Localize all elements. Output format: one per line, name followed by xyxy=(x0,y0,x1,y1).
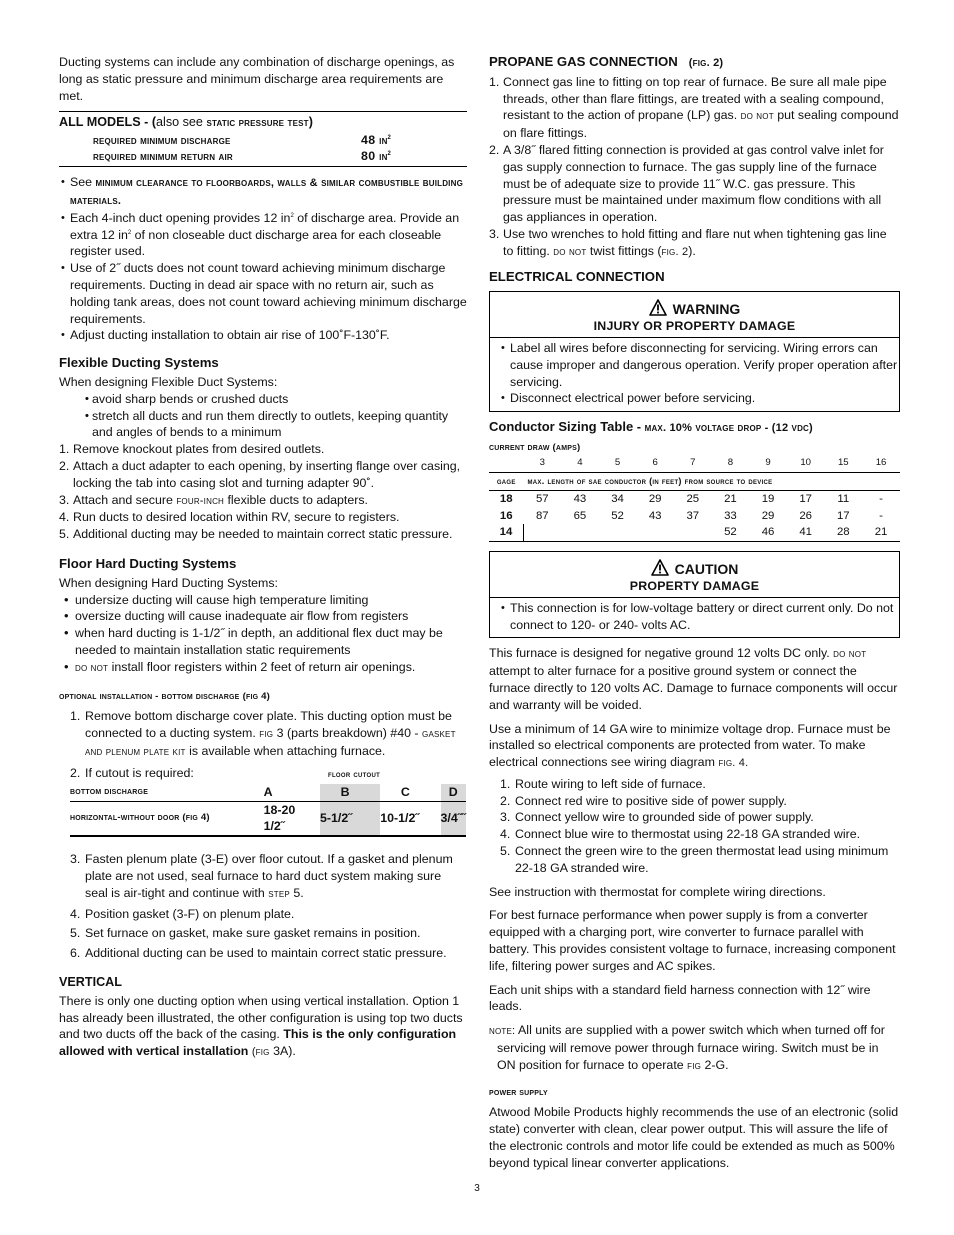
list-item: • Each 4-inch duct opening provides 12 $in^2$ of discharge area. Provide an extra 12 $in^2$ of non closeable duct discharge area for each closeable register used. xyxy=(59,210,467,260)
min-return-value: 80 $in^2$ xyxy=(361,149,392,164)
converter-paragraph: For best furnace performance when power supply is from a converter equipped with a charging port, wire converter to furnace parallel with battery. This provides consistent voltage to furnace, increasing component life, filtering power surges and AC spikes. xyxy=(489,908,896,973)
list-item: • undersize ducting will cause high temperature limiting xyxy=(59,592,467,609)
flexible-intro: When designing Flexible Duct Systems: xyxy=(59,374,278,389)
current-draw-label: current draw (amps) xyxy=(489,441,581,453)
conductor-title: Conductor Sizing Table - max. 10% voltage drop - (12 vdc) xyxy=(489,419,813,435)
list-item: 5. Additional ducting may be needed to maintain correct static pressure. xyxy=(59,527,453,542)
list-item: 3. Fasten plenum plate (3-E) over floor cutout. If a gasket and plenum plate are not used, seal furnace to hard duct system making sure seal is air-tight and continue with step 5. xyxy=(70,852,453,900)
list-item: 4. Position gasket (3-F) on plenum plate. xyxy=(70,906,295,921)
list-item: 5. Set furnace on gasket, make sure gasket remains in position. xyxy=(70,926,421,941)
list-item: 1. Remove bottom discharge cover plate. This ducting option must be connected to a ducting system. fig 3 (parts breakdown) #40 - gasket and plenum plate kit is available when attaching furnace. xyxy=(70,709,456,758)
propane-steps xyxy=(489,74,900,261)
hard-intro: When designing Hard Ducting Systems: xyxy=(59,575,279,590)
list-item: 5. Connect the green wire to the green thermostat lead using minimum 22-18 GA stranded wire. xyxy=(500,844,889,875)
table-row: bottom discharge A B C D xyxy=(70,784,466,802)
electrical-heading: ELECTRICAL CONNECTION xyxy=(489,268,665,284)
warning-title: WARNING xyxy=(672,301,741,318)
ground-paragraph: This furnace is designed for negative ground 12 volts DC only. do not attempt to alter furnace for a positive ground system or connect the furnace directly to 120 volts AC. Damage to furnace components will occur and warranty will be voided. xyxy=(489,646,898,712)
caution-subtitle: PROPERTY DAMAGE xyxy=(629,578,760,593)
table-row: 16 87 65 52 43 37 33 29 26 17 - xyxy=(499,509,883,522)
warning-box xyxy=(489,291,900,412)
list-item: • oversize ducting will cause inadequate air flow from registers xyxy=(59,608,467,625)
list-item: • Disconnect electrical power before servicing. xyxy=(499,390,899,407)
list-item: • • avoid sharp bends or crushed ducts xyxy=(59,391,467,408)
vertical-paragraph: There is only one ducting option when using vertical installation. Option 1 has already been illustrated, the other configuration is using top two ducts and two ducts off the back of the casing. This is the only configuration allowed with vertical installation (fig 3A). xyxy=(59,993,463,1059)
thermostat-paragraph: See instruction with thermostat for complete wiring directions. xyxy=(489,884,826,899)
caution-icon xyxy=(651,559,669,576)
all-models-box xyxy=(59,111,467,167)
list-item: 2. Attach a duct adapter to each opening, by inserting flange over casing, locking the tab into casing slot and turning adapter 90˚. xyxy=(59,458,461,490)
table-row: 14 52 46 41 28 21 xyxy=(489,524,900,541)
left-column xyxy=(59,54,467,1068)
optional-steps-b xyxy=(59,851,467,962)
cutout-text: If cutout is required: xyxy=(85,765,194,780)
propane-heading: PROPANE GAS CONNECTION (fig. 2) xyxy=(489,54,724,69)
table-row: 18 57 43 34 29 25 21 19 17 11 - xyxy=(499,492,883,505)
min-return-row: required minimum return air 80 $in^2$ xyxy=(59,148,467,164)
list-item: 2. A 3/8˝ flared fitting connection is provided at gas control valve inlet for gas supply connection to furnace. The gas supply line of the furnace must be of adequate size to provide 11˝ W.C. gas pressure. This pressure must be maintained under maximum flow conditions with all gas appliances in operation. xyxy=(489,142,884,225)
list-item: 1. Route wiring to left side of furnace. xyxy=(500,776,706,791)
list-item: • Use of 2˝ ducts does not count toward achieving minimum discharge requirements. Ducting in dead air space with no return air, such as holding tank areas, does not count toward achieving minimum discharge requirements. xyxy=(59,260,467,327)
cutout-line: 2. If cutout is required: floor cutout xyxy=(59,765,467,782)
list-item: • when hard ducting is 1-1/2˝ in depth, an additional flex duct may be needed to maintain installation static requirements xyxy=(59,625,467,659)
floor-cutout-label: floor cutout xyxy=(328,768,381,779)
warning-icon xyxy=(649,299,667,316)
conductor-sizing-table xyxy=(489,455,900,542)
power-supply-heading: power supply xyxy=(489,1086,548,1098)
flexible-sub-bullets xyxy=(59,391,467,441)
ducting-bullets xyxy=(59,174,467,344)
list-item: • Label all wires before disconnecting for servicing. Wiring errors can cause improper and dangerous operation. Verify proper operation after servicing. xyxy=(499,340,899,390)
wiring-steps xyxy=(489,776,900,877)
list-item: • do not install floor registers within 2 feet of return air openings. xyxy=(59,659,467,677)
list-item: 4. Run ducts to desired location within RV, secure to registers. xyxy=(59,510,400,525)
min-discharge-row: required minimum discharge 48 $in^2$ xyxy=(59,132,467,148)
all-models-heading: ALL MODELS - ( also see static pressure test ) xyxy=(59,115,313,130)
power-supply-paragraph: Atwood Mobile Products highly recommends the use of an electronic (solid state) converter with clean, clear power output. This will assure the life of the electronic controls and motor life could be extended as much as 500% beyond typical linear converter applications. xyxy=(489,1105,899,1170)
list-item: 2. Connect red wire to positive side of power supply. xyxy=(500,793,787,808)
flexible-steps xyxy=(59,441,467,543)
list-item: 3. Use two wrenches to hold fitting and flare nut when tightening gas line to fitting. do not twist fittings (fig. 2). xyxy=(489,226,887,258)
list-item: 4. Connect blue wire to thermostat using 22-18 GA stranded wire. xyxy=(500,827,861,842)
hard-bullets xyxy=(59,592,467,677)
intro-paragraph: Ducting systems can include any combination of discharge openings, as long as static pressure and minimum discharge area requirements are met. xyxy=(59,55,455,103)
warning-subtitle: INJURY OR PROPERTY DAMAGE xyxy=(593,319,796,334)
list-item: 1. Remove knockout plates from desired outlets. xyxy=(59,442,325,457)
right-column xyxy=(489,54,900,1179)
page-number: 3 xyxy=(474,1183,480,1194)
list-item: 3. Attach and secure four-inch flexible ducts to adapters. xyxy=(59,492,368,507)
list-item: 3. Connect yellow wire to grounded side of power supply. xyxy=(500,810,814,825)
caution-title: CAUTION xyxy=(674,561,739,578)
note-paragraph: note: All units are supplied with a power switch which when turned off for servicing will remove power through furnace wiring. Switch must be in ON position for furnace to operate fig 2-G. xyxy=(489,1023,885,1072)
table-row: horizontal-without door (fig 4) 18-20 1/2˝ 5-1/2˝ 10-1/2˝ 3/4˝˝ xyxy=(70,801,466,836)
floor-cutout-table xyxy=(70,784,466,838)
optional-steps-a xyxy=(59,708,467,760)
table-row: gage max. length of sae conductor (in feet) from source to device xyxy=(489,472,900,490)
caution-box xyxy=(489,551,900,638)
optional-installation-heading: optional installation - bottom discharge (fig 4) xyxy=(59,690,271,702)
list-item: 6. Additional ducting can be used to maintain correct static pressure. xyxy=(70,946,447,961)
table-row: 3 4 5 6 7 8 9 10 15 16 xyxy=(539,457,887,469)
min-discharge-value: 48 $in^2$ xyxy=(361,133,392,148)
list-item: • • stretch all ducts and run them directly to outlets, keeping quantity and angles of bends to a minimum xyxy=(59,408,467,442)
vertical-heading: VERTICAL xyxy=(59,975,122,990)
list-item: 1. Connect gas line to fitting on top rear of furnace. Be sure all male pipe threads, other than flare fittings, are treated with a sealing compound, resistant to the action of propane (LP) gas. do not put sealing compound on flare fittings. xyxy=(489,74,899,141)
flexible-ducting-heading: Flexible Ducting Systems xyxy=(59,355,219,371)
list-item: • Adjust ducting installation to obtain air rise of 100˚F-130˚F. xyxy=(59,327,467,344)
wire-size-paragraph: Use a minimum of 14 GA wire to minimize voltage drop. Furnace must be installed so electrical components are protected from water. To make electrical connections see wiring diagram fig. 4. xyxy=(489,721,891,770)
list-item: • This connection is for low-voltage battery or direct current only. Do not connect to 120- or 240- volts AC. xyxy=(499,600,899,634)
harness-paragraph: Each unit ships with a standard field harness connection with 12˝ wire leads. xyxy=(489,982,871,1014)
floor-hard-ducting-heading: Floor Hard Ducting Systems xyxy=(59,555,237,571)
list-item: • See minimum clearance to floorboards, walls & similar combustible building materials. xyxy=(59,174,467,210)
